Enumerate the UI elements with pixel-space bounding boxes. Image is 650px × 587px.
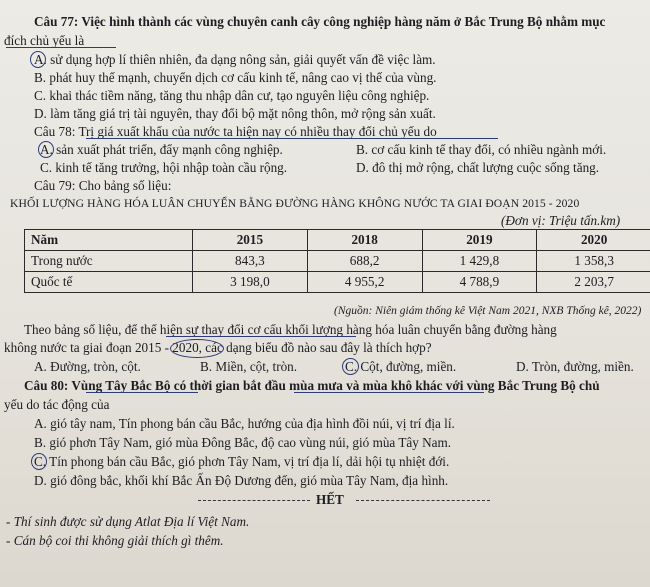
q79-table-title: KHỐI LƯỢNG HÀNG HÓA LUÂN CHUYỂN BẰNG ĐƯỜNG HÀNG KHÔNG NƯỚC TA GIAI ĐOẠN 2015 - 2020	[10, 197, 580, 210]
table-cell: 688,2	[307, 251, 422, 272]
q79-option-c[interactable]: C. Cột, đường, miền.	[345, 359, 457, 374]
q77-option-c[interactable]: C. khai thác tiềm năng, tăng thu nhập dân cư, tạo nguyên liệu công nghiệp.	[34, 88, 430, 103]
q79-source: (Nguồn: Niên giám thống kê Việt Nam 2021, NXB Thống kê, 2022)	[334, 305, 642, 317]
q79-ask-line1: Theo bảng số liệu, để thể hiện sự thay đổi cơ cấu khối lượng hàng hóa luân chuyển bằng đường hàng	[24, 322, 557, 337]
q78-option-a[interactable]: A. sản xuất phát triển, đẩy mạnh công nghiệp.	[40, 142, 283, 157]
q79-option-d[interactable]: D. Tròn, đường, miền.	[516, 359, 634, 374]
q80-stem-line1: Câu 80: Vùng Tây Bắc Bộ có thời gian bắt đầu mùa mưa và mùa khô khác với vùng Bắc Trung Bộ chủ	[24, 378, 600, 393]
table-header-cell: 2015	[193, 230, 308, 251]
table-header-cell: 2019	[422, 230, 537, 251]
data-table	[24, 229, 650, 293]
q80-option-b[interactable]: B. gió phơn Tây Nam, gió mùa Đông Bắc, độ cao vùng núi, gió mùa Tây Nam.	[34, 435, 452, 450]
table-cell: 4 788,9	[422, 272, 537, 293]
table-cell: 843,3	[193, 251, 308, 272]
q79-option-b[interactable]: B. Miền, cột, tròn.	[200, 359, 298, 374]
table-header-cell: 2020	[537, 230, 650, 251]
q79-stem: Câu 79: Cho bảng số liệu:	[34, 178, 172, 193]
end-divider-left	[198, 500, 310, 501]
table-header-cell: 2018	[307, 230, 422, 251]
q77-stem-line2: đích chủ yếu là	[4, 33, 85, 48]
q79-unit: (Đơn vị: Triệu tấn.km)	[501, 213, 621, 228]
q80-stem-line2: yếu do tác động của	[4, 397, 110, 412]
q79-option-a[interactable]: A. Đường, tròn, cột.	[34, 359, 141, 374]
q80-option-d[interactable]: D. gió đông bắc, khối khí Bắc Ấn Độ Dương đến, gió mùa Tây Nam, địa hình.	[34, 473, 449, 488]
end-mark: HẾT	[316, 492, 344, 507]
table-header-row	[25, 230, 650, 251]
table-row	[25, 272, 650, 293]
table-header-cell: Năm	[25, 230, 193, 251]
q78-option-d[interactable]: D. đô thị mở rộng, chất lượng cuộc sống tăng.	[356, 160, 600, 175]
table-cell: 1 358,3	[537, 251, 650, 272]
table-cell: Trong nước	[25, 251, 193, 272]
end-divider-right	[356, 500, 490, 501]
q78-option-b[interactable]: B. cơ cấu kinh tế thay đổi, có nhiều ngành mới.	[356, 142, 607, 157]
table-cell: Quốc tế	[25, 272, 193, 293]
q80-option-c[interactable]: C. Tín phong bán cầu Bắc, gió phơn Tây Nam, vị trí địa lí, dải hội tụ nhiệt đới.	[34, 454, 450, 469]
q78-stem: Câu 78: Trị giá xuất khẩu của nước ta hiện nay có nhiều thay đổi chủ yếu do	[34, 124, 437, 139]
q77-stem-line1: Câu 77: Việc hình thành các vùng chuyên canh cây công nghiệp hàng năm ở Bắc Trung Bộ nhằm mục	[34, 14, 606, 29]
q77-option-d[interactable]: D. làm tăng giá trị tài nguyên, thay đổi bộ mặt nông thôn, mở rộng sản xuất.	[34, 106, 436, 121]
table-cell: 2 203,7	[537, 272, 650, 293]
table-cell: 4 955,2	[307, 272, 422, 293]
q80-option-a[interactable]: A. gió tây nam, Tín phong bán cầu Bắc, hướng của địa hình đồi núi, vị trí địa lí.	[34, 416, 455, 431]
q77-option-b[interactable]: B. phát huy thế mạnh, chuyển dịch cơ cấu kinh tế, nâng cao vị thế của vùng.	[34, 70, 437, 85]
q78-option-c[interactable]: C. kinh tế tăng trưởng, hội nhập toàn cầu rộng.	[40, 160, 288, 175]
note-invigilator: - Cán bộ coi thi không giải thích gì thêm.	[6, 533, 224, 548]
note-atlat: - Thí sinh được sử dụng Atlat Địa lí Việt Nam.	[6, 514, 250, 529]
q79-ask-line2: không nước ta giai đoạn 2015 - 2020, các dạng biểu đồ nào sau đây là thích hợp?	[4, 340, 432, 355]
table-row	[25, 251, 650, 272]
q77-option-a[interactable]: A. sử dụng hợp lí thiên nhiên, đa dạng nông sản, giải quyết vấn đề việc làm.	[34, 52, 436, 67]
table-cell: 3 198,0	[193, 272, 308, 293]
table-cell: 1 429,8	[422, 251, 537, 272]
